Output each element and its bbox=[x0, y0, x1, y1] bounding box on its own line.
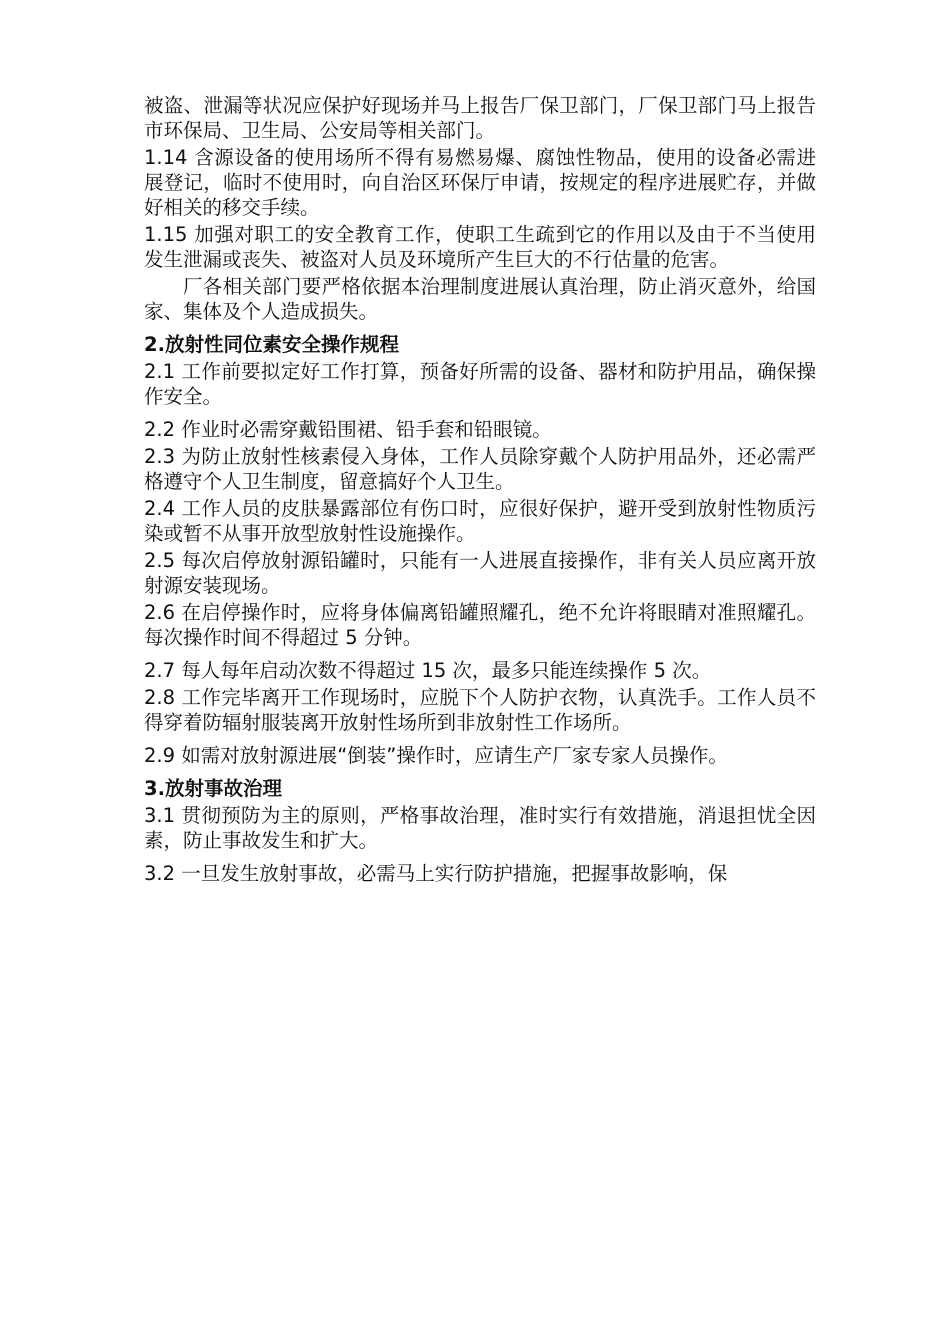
paragraph-item-3-1: 3.1 贯彻预防为主的原则，严格事故治理，准时实行有效措施，消退担忧全因素，防止事故发生和扩大。 bbox=[144, 804, 816, 852]
document-body bbox=[144, 93, 816, 888]
paragraph-item-2-4: 2.4 工作人员的皮肤暴露部位有伤口时，应很好保护，避开受到放射性物质污染或暂不从事开放型放射性设施操作。 bbox=[144, 497, 816, 545]
paragraph-item-3-2: 3.2 一旦发生放射事故，必需马上实行防护措施，把握事故影响，保 bbox=[144, 862, 728, 885]
paragraph-item-1-14: 1.14 含源设备的使用场所不得有易燃易爆、腐蚀性物品，使用的设备必需进展登记，临时不使用时，向自治区环保厅申请，按规定的程序进展贮存，并做好相关的移交手续。 bbox=[144, 146, 816, 219]
paragraph-closing: 厂各相关部门要严格依据本治理制度进展认真治理，防止消灭意外，给国家、集体及个人造成损失。 bbox=[144, 275, 816, 323]
paragraph-item-2-1: 2.1 工作前要拟定好工作打算，预备好所需的设备、器材和防护用品，确保操作安全。 bbox=[144, 360, 816, 408]
paragraph-item-2-3: 2.3 为防止放射性核素侵入身体，工作人员除穿戴个人防护用品外，还必需严格遵守个人卫生制度，留意搞好个人卫生。 bbox=[144, 445, 816, 493]
paragraph-continued: 被盗、泄漏等状况应保护好现场并马上报告厂保卫部门，厂保卫部门马上报告市环保局、卫生局、公安局等相关部门。 bbox=[144, 94, 816, 142]
paragraph-item-1-15: 1.15 加强对职工的安全教育工作，使职工生疏到它的作用以及由于不当使用发生泄漏或丧失、被盗对人员及环境所产生巨大的不行估量的危害。 bbox=[144, 223, 816, 271]
section-heading-3: 3.放射事故治理 bbox=[144, 777, 282, 800]
paragraph-item-2-7: 2.7 每人每年启动次数不得超过 15 次，最多只能连续操作 5 次。 bbox=[144, 659, 712, 682]
paragraph-item-2-9: 2.9 如需对放射源进展“倒装”操作时，应请生产厂家专家人员操作。 bbox=[144, 744, 728, 767]
paragraph-item-2-6: 2.6 在启停操作时，应将身体偏离铅罐照耀孔，绝不允许将眼睛对准照耀孔。每次操作时间不得超过 5 分钟。 bbox=[144, 601, 816, 649]
paragraph-item-2-5: 2.5 每次启停放射源铅罐时，只能有一人进展直接操作，非有关人员应离开放射源安装现场。 bbox=[144, 549, 816, 597]
paragraph-item-2-2: 2.2 作业时必需穿戴铅围裙、铅手套和铅眼镜。 bbox=[144, 418, 552, 441]
section-heading-2: 2.放射性同位素安全操作规程 bbox=[144, 333, 399, 356]
paragraph-item-2-8: 2.8 工作完毕离开工作现场时，应脱下个人防护衣物，认真洗手。工作人员不得穿着防辐射服装离开放射性场所到非放射性工作场所。 bbox=[144, 686, 816, 734]
